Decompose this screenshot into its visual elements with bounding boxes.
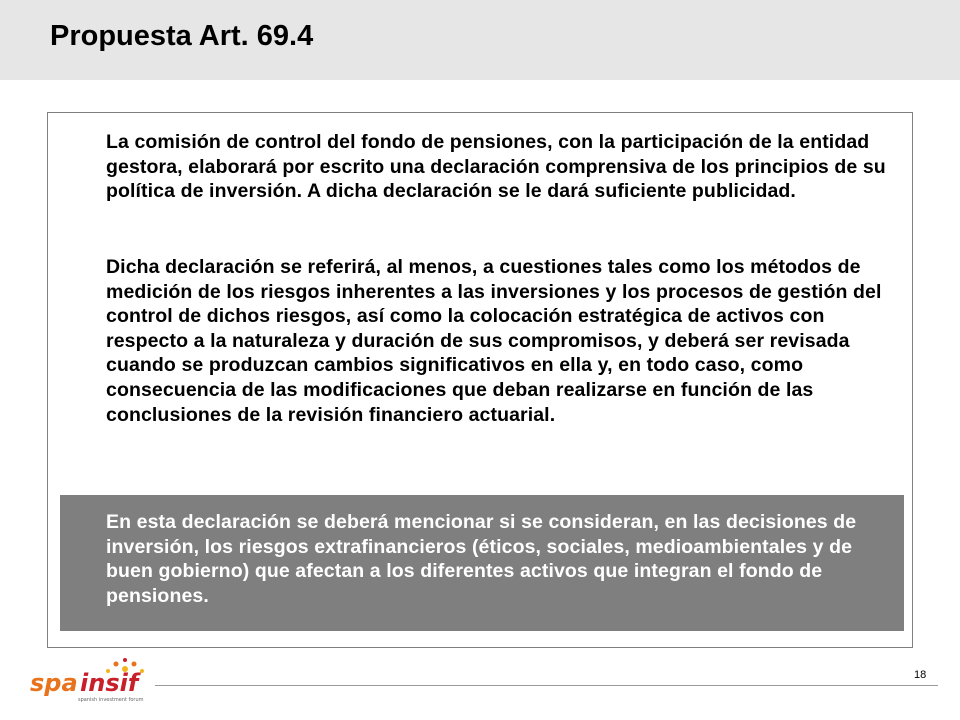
svg-text:spanish investment forum: spanish investment forum [78, 697, 144, 703]
paragraph-esg-risks: En esta declaración se deberá mencionar si se consideran, en las decisiones de inversión, los riesgos extrafinancieros (éticos, sociales, medioambientales y de buen gobierno) que afectan a los diferentes activos que integran el fondo de pensiones. [106, 511, 857, 607]
paragraph-commission: La comisión de control del fondo de pensiones, con la participación de la entidad gestora, elaborará por escrito una declaración comprensiva de los principios de su política de inversión. A dicha declaración se le dará suficiente publicidad. [106, 131, 886, 203]
spainsif-logo [28, 655, 158, 710]
slide-title: Propuesta Art. 69.4 [50, 20, 314, 52]
paragraph-declaration-scope: Dicha declaración se referirá, al menos, a cuestiones tales como los métodos de medición de los riesgos inherentes a las inversiones y los procesos de gestión del control de dichos riesgos, así como la colocación estratégica de activos con respecto a la naturaleza y duración de sus compromisos, y deberá ser revisada cuando se produzcan cambios significativos en ella y, en todo caso, como consecuencia de las modificaciones que deban realizarse en función de las conclusiones de la revisión financiero actuarial. [106, 256, 882, 426]
slide-header [0, 0, 960, 80]
svg-text:spa: spa [30, 669, 78, 697]
page-number: 18 [914, 669, 927, 681]
footer-divider [155, 685, 938, 686]
svg-text:insif: insif [80, 669, 139, 697]
